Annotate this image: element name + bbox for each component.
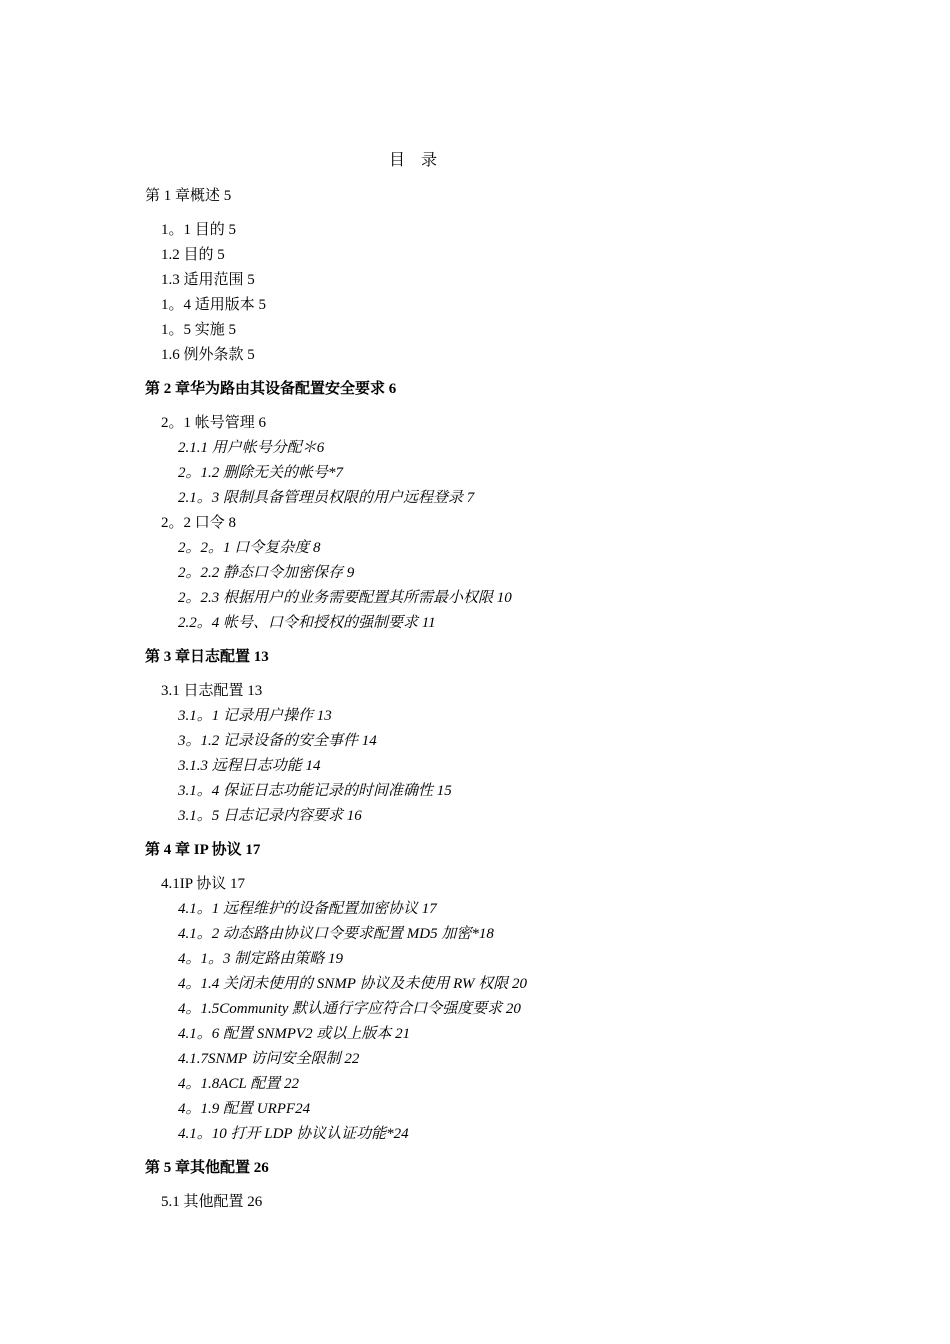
toc-section-entry: 3.1 日志配置 13 <box>161 683 263 699</box>
toc-subsection-entry: 2。2.3 根据用户的业务需要配置其所需最小权限 10 <box>178 590 512 606</box>
toc-section-entry: 1.3 适用范围 5 <box>161 272 255 288</box>
toc-subsection-entry: 4。1.4 关闭未使用的 SNMP 协议及未使用 RW 权限 20 <box>178 976 528 992</box>
toc-section-entry: 4.1IP 协议 17 <box>161 876 246 892</box>
toc-subsection-entry: 2。1.2 删除无关的帐号*7 <box>178 465 344 481</box>
table-of-contents <box>145 184 845 1215</box>
toc-section-entry: 1.2 目的 5 <box>161 247 225 263</box>
toc-section-entry: 1。4 适用版本 5 <box>161 297 267 313</box>
toc-subsection-entry: 3.1。4 保证日志功能记录的时间准确性 15 <box>178 783 452 799</box>
toc-title: 目 录 <box>388 152 437 169</box>
toc-chapter-entry: 第 4 章 IP 协议 17 <box>145 842 261 858</box>
toc-section-entry: 2。2 口令 8 <box>161 515 237 531</box>
toc-subsection-entry: 4.1。2 动态路由协议口令要求配置 MD5 加密*18 <box>178 926 494 942</box>
toc-subsection-entry: 3。1.2 记录设备的安全事件 14 <box>178 733 377 749</box>
toc-subsection-entry: 4。1.5Community 默认通行字应符合口令强度要求 20 <box>178 1001 521 1017</box>
toc-subsection-entry: 4.1。1 远程维护的设备配置加密协议 17 <box>178 901 437 917</box>
toc-subsection-entry: 2.1.1 用户帐号分配＊6 <box>178 440 325 456</box>
toc-section-entry: 1。5 实施 5 <box>161 322 237 338</box>
toc-section-entry: 5.1 其他配置 26 <box>161 1194 263 1210</box>
toc-subsection-entry: 3.1.3 远程日志功能 14 <box>178 758 321 774</box>
toc-subsection-entry: 4。1.8ACL 配置 22 <box>178 1076 299 1092</box>
toc-section-entry: 2。1 帐号管理 6 <box>161 415 267 431</box>
toc-subsection-entry: 4。1。3 制定路由策略 19 <box>178 951 344 967</box>
toc-section-entry: 1.6 例外条款 5 <box>161 347 255 363</box>
toc-chapter-entry: 第 1 章概述 5 <box>145 188 232 204</box>
toc-section-entry: 1。1 目的 5 <box>161 222 237 238</box>
toc-subsection-entry: 2。2。1 口令复杂度 8 <box>178 540 321 556</box>
toc-subsection-entry: 4.1.7SNMP 访问安全限制 22 <box>178 1051 360 1067</box>
toc-subsection-entry: 3.1。1 记录用户操作 13 <box>178 708 332 724</box>
toc-subsection-entry: 4.1。6 配置 SNMPV2 或以上版本 21 <box>178 1026 411 1042</box>
toc-subsection-entry: 2.1。3 限制具备管理员权限的用户远程登录 7 <box>178 490 475 506</box>
toc-chapter-entry: 第 3 章日志配置 13 <box>145 649 269 665</box>
toc-subsection-entry: 2。2.2 静态口令加密保存 9 <box>178 565 355 581</box>
toc-subsection-entry: 4。1.9 配置 URPF24 <box>178 1101 311 1117</box>
toc-subsection-entry: 2.2。4 帐号、口令和授权的强制要求 11 <box>178 615 436 631</box>
toc-chapter-entry: 第 5 章其他配置 26 <box>145 1160 269 1176</box>
toc-subsection-entry: 4.1。10 打开 LDP 协议认证功能*24 <box>178 1126 409 1142</box>
toc-subsection-entry: 3.1。5 日志记录内容要求 16 <box>178 808 362 824</box>
toc-chapter-entry: 第 2 章华为路由其设备配置安全要求 6 <box>145 381 397 397</box>
